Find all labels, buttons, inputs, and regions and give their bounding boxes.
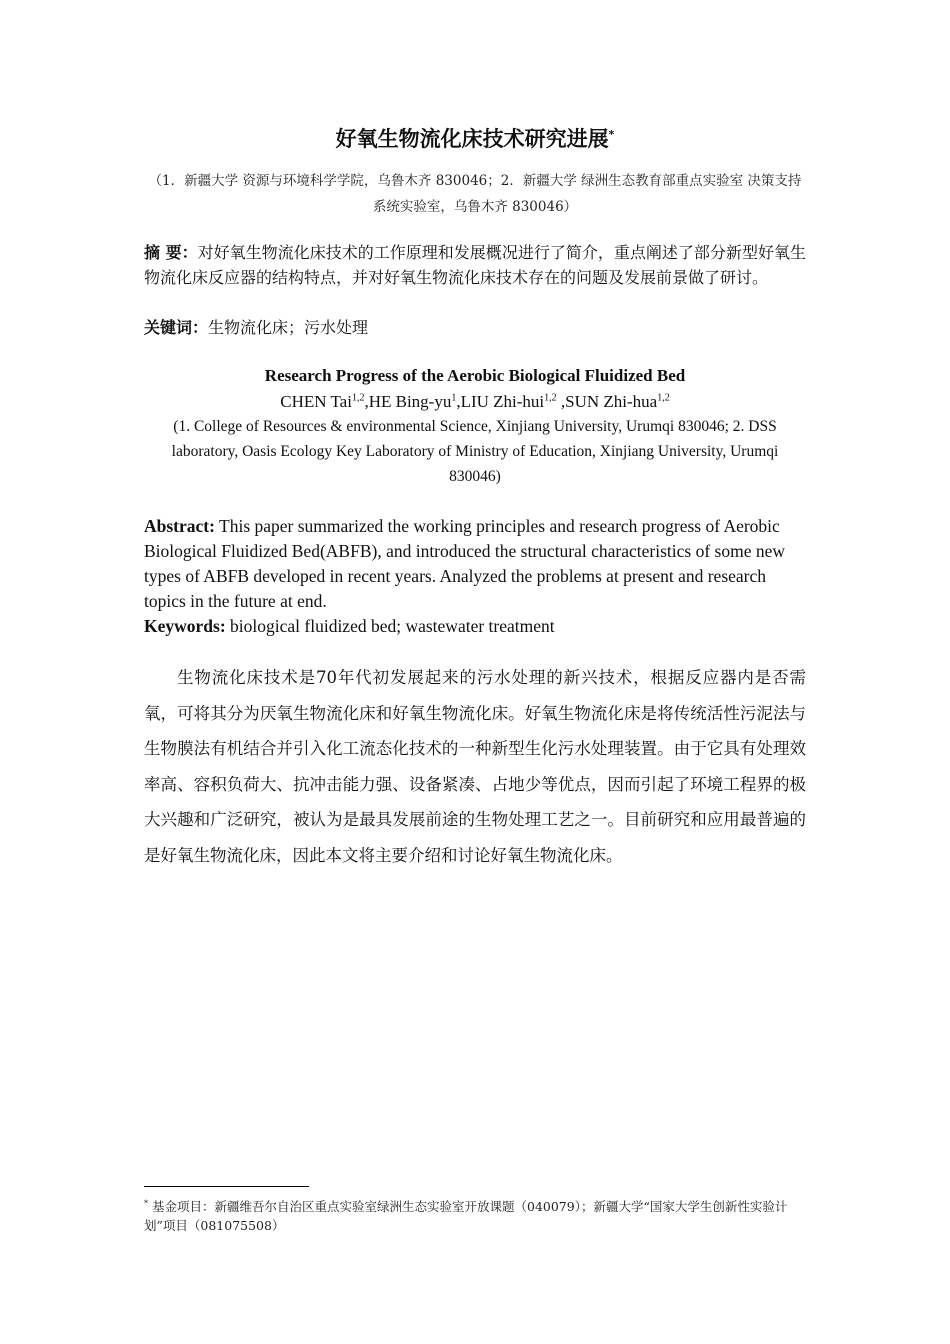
author-name: LIU Zhi-hui — [460, 392, 545, 411]
author-sep: , — [364, 392, 369, 411]
english-title: Research Progress of the Aerobic Biological Fluidized Bed — [264, 366, 686, 385]
english-abstract — [144, 514, 806, 614]
chinese-keywords-label: 关键词： — [144, 318, 209, 337]
english-keywords-text: biological fluidized bed; wastewater treatment — [230, 616, 555, 636]
chinese-keywords — [144, 315, 806, 340]
english-affiliation: (1. College of Resources & environmental Science, Xinjiang University, Urumqi 830046; 2. DSS laboratory, Oasis Ecology Key Laboratory of Ministry of Education, Xinjiang University, Urumqi 830046) — [171, 418, 779, 485]
english-keywords-label: Keywords: — [144, 616, 226, 636]
english-keywords — [144, 614, 806, 639]
author-affil-sup: 1,2 — [544, 392, 557, 404]
author-affil-sup: 1,2 — [657, 392, 670, 404]
author-name: SUN Zhi-hua — [565, 392, 658, 411]
author-name: CHEN Tai — [280, 392, 352, 411]
author-name: HE Bing-yu — [368, 392, 452, 411]
chinese-abstract-label: 摘 要： — [144, 243, 198, 262]
english-abstract-label: Abstract: — [144, 516, 215, 536]
footnote-mark: * — [144, 1199, 148, 1208]
title-footnote-mark: * — [608, 128, 615, 141]
chinese-affiliation: （1．新疆大学 资源与环境科学学院，乌鲁木齐 830046；2．新疆大学 绿洲生态教育部重点实验室 决策支持系统实验室，乌鲁木齐 830046） — [148, 173, 802, 215]
footnote-text: 基金项目：新疆维吾尔自治区重点实验室绿洲生态实验室开放课题（040079）；新疆大学“国家大学生创新性实验计划”项目（081075508） — [144, 1199, 788, 1234]
intro-paragraph: 生物流化床技术是70年代初发展起来的污水处理的新兴技术，根据反应器内是否需氧，可将其分为厌氧生物流化床和好氧生物流化床。好氧生物流化床是将传统活性污泥法与生物膜法有机结合并引入化工流态化技术的一种新型生化污水处理装置。由于它具有处理效率高、容积负荷大、抗冲击能力强、设备紧凑、占地少等优点，因而引起了环境工程界的极大兴趣和广泛研究，被认为是最具发展前途的生物处理工艺之一。目前研究和应用最普遍的是好氧生物流化床，因此本文将主要介绍和讨论好氧生物流化床。 — [144, 668, 806, 865]
author-list — [144, 392, 806, 412]
footnote-divider — [144, 1186, 309, 1187]
author-affil-sup: 1,2 — [351, 392, 365, 404]
chinese-abstract — [144, 240, 806, 290]
footnote — [144, 1194, 806, 1235]
chinese-title-text: 好氧生物流化床技术研究进展 — [335, 127, 609, 151]
chinese-title — [144, 123, 806, 153]
author-affil-sup: 1 — [451, 392, 457, 404]
chinese-keywords-text: 生物流化床；污水处理 — [208, 318, 369, 337]
chinese-abstract-text: 对好氧生物流化床技术的工作原理和发展概况进行了简介，重点阐述了部分新型好氧生物流化床反应器的结构特点，并对好氧生物流化床技术存在的问题及发展前景做了研讨。 — [144, 243, 806, 287]
english-abstract-text: This paper summarized the working principles and research progress of Aerobic Biological Fluidized Bed(ABFB), and introduced the structural characteristics of some new types of ABFB developed in recent years. Analyzed the problems at present and research topics in the future at end. — [144, 516, 786, 611]
author-sep: , — [456, 392, 461, 411]
author-sep: , — [556, 392, 566, 411]
